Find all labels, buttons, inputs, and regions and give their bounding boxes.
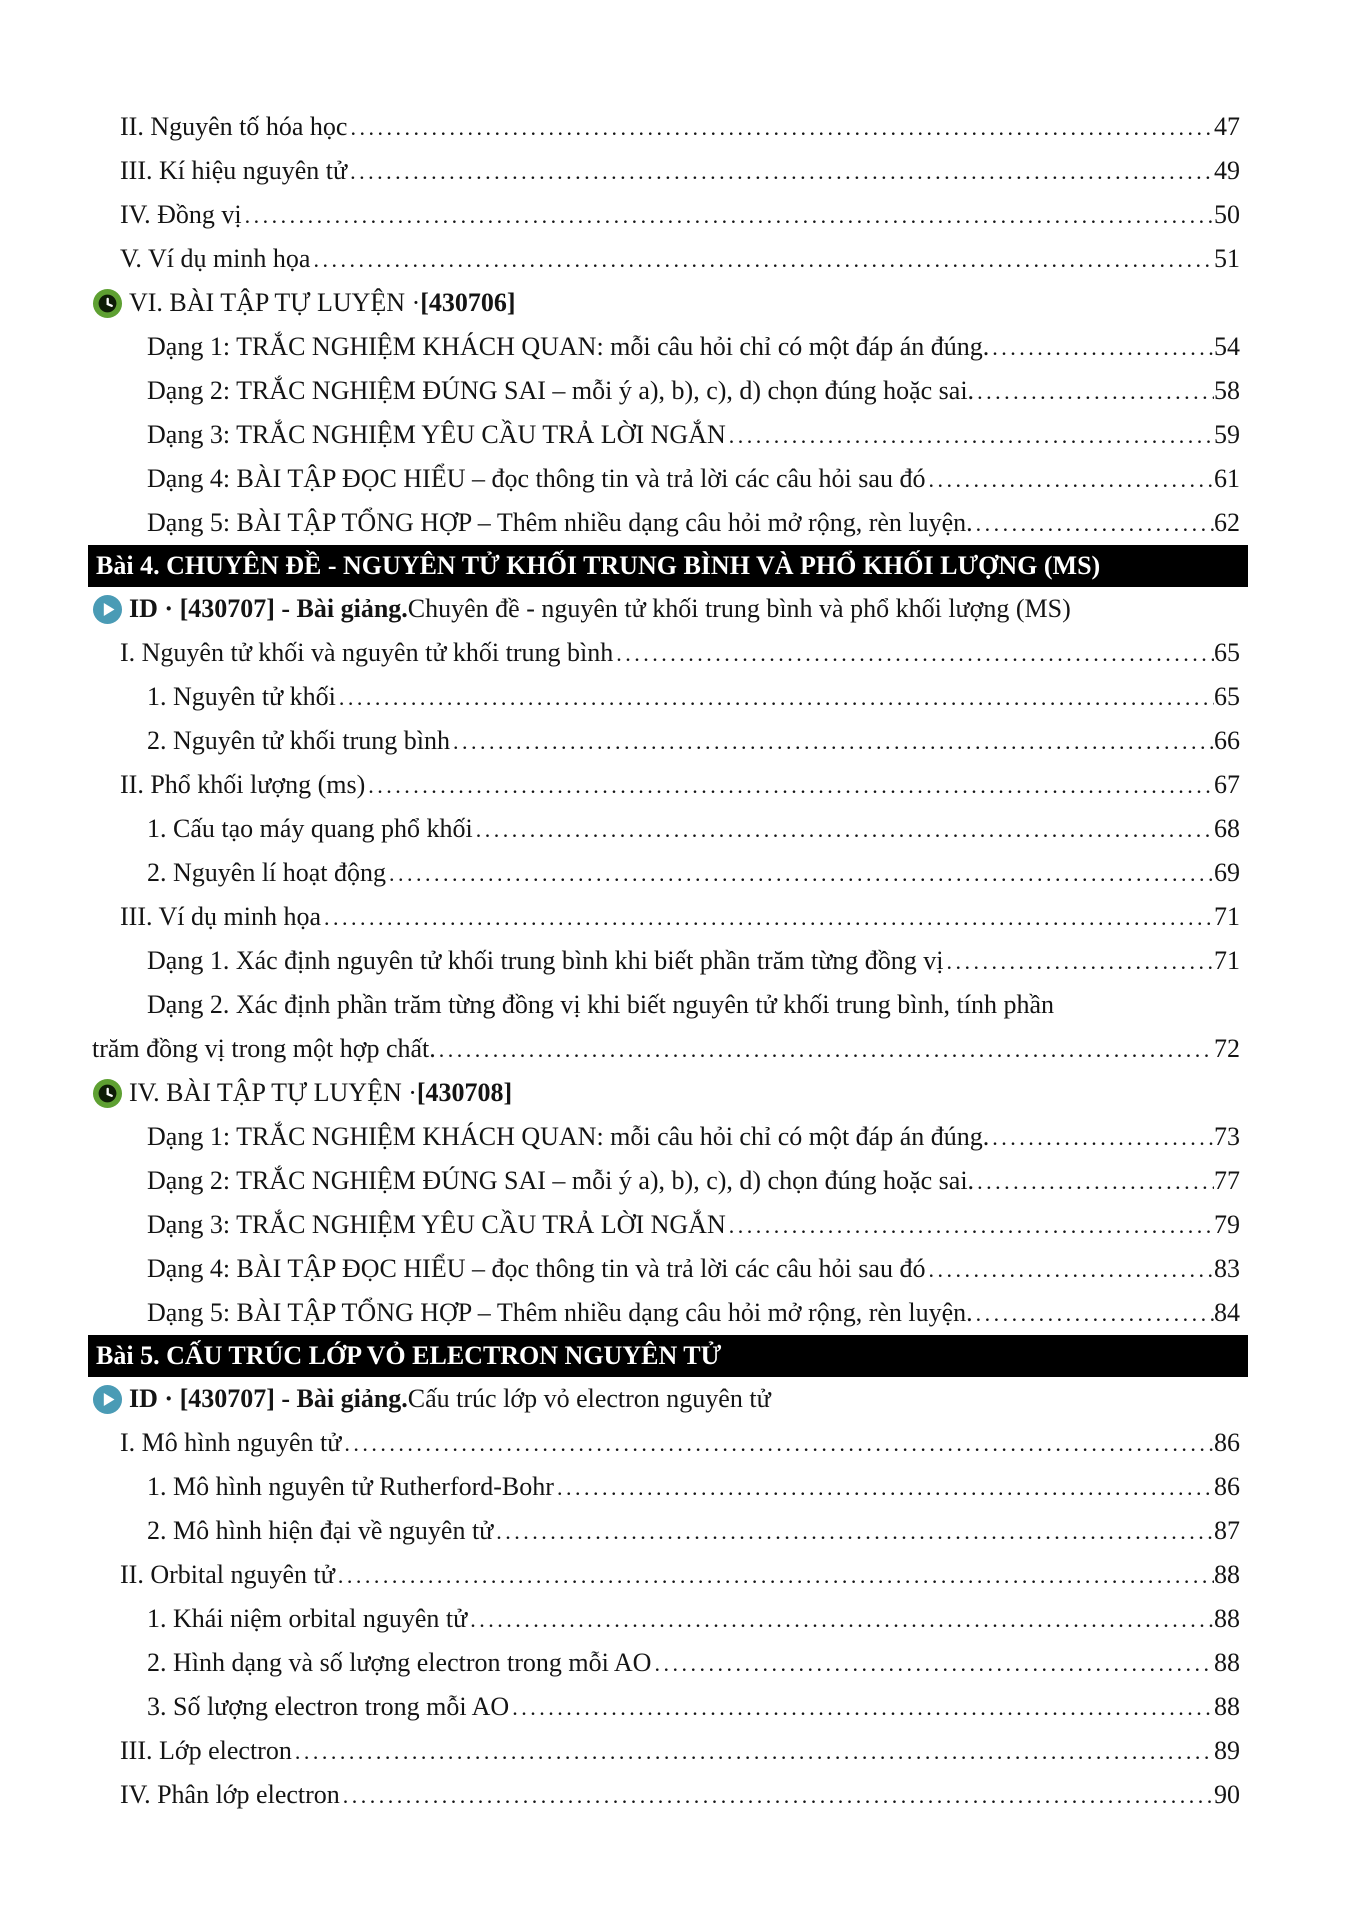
lecture-title: Cấu trúc lớp vỏ electron nguyên tử bbox=[407, 1384, 771, 1413]
toc-entry[interactable] bbox=[92, 105, 1240, 149]
entry-text: Dạng 3: TRẮC NGHIỆM YÊU CẦU TRẢ LỜI NGẮN bbox=[147, 1210, 726, 1239]
page-number: 86 bbox=[1214, 1428, 1240, 1457]
entry-id-badge: [430706] bbox=[420, 288, 516, 317]
entry-text: Dạng 1: TRẮC NGHIỆM KHÁCH QUAN: mỗi câu hỏi chỉ có một đáp án đúng. bbox=[147, 332, 990, 361]
entry-text: 1. Cấu tạo máy quang phổ khối bbox=[147, 814, 473, 843]
dot-leader bbox=[310, 238, 1214, 282]
dot-leader bbox=[726, 414, 1214, 458]
dot-leader bbox=[925, 458, 1214, 502]
entry-id-badge: [430708] bbox=[416, 1078, 513, 1107]
lecture-id-row[interactable] bbox=[92, 1377, 1240, 1421]
page-number: 73 bbox=[1214, 1122, 1240, 1151]
dot-leader bbox=[450, 720, 1214, 764]
toc-entry[interactable] bbox=[92, 895, 1240, 939]
page-number: 51 bbox=[1214, 244, 1240, 273]
toc-entry[interactable] bbox=[92, 1203, 1240, 1247]
toc-entry[interactable] bbox=[92, 1027, 1240, 1071]
toc-entry[interactable] bbox=[92, 675, 1240, 719]
entry-text: IV. Đồng vị bbox=[120, 200, 242, 229]
entry-text: V. Ví dụ minh họa bbox=[120, 244, 311, 273]
clock-icon[interactable] bbox=[92, 1078, 123, 1109]
page-number: 77 bbox=[1214, 1166, 1240, 1195]
dot-leader bbox=[473, 808, 1214, 852]
toc-entry[interactable] bbox=[92, 1729, 1240, 1773]
dot-leader bbox=[336, 676, 1214, 720]
dot-leader bbox=[436, 1028, 1214, 1072]
page-number: 65 bbox=[1214, 682, 1240, 711]
page-number: 87 bbox=[1214, 1516, 1240, 1545]
entry-text: Dạng 1: TRẮC NGHIỆM KHÁCH QUAN: mỗi câu hỏi chỉ có một đáp án đúng. bbox=[147, 1122, 990, 1151]
lecture-id-label: ID · [430707] - Bài giảng. bbox=[129, 1384, 408, 1413]
dot-leader bbox=[292, 1730, 1214, 1774]
entry-text: III. Kí hiệu nguyên tử bbox=[120, 156, 348, 185]
clock-icon[interactable] bbox=[92, 288, 123, 319]
page-number: 83 bbox=[1214, 1254, 1240, 1283]
toc-entry[interactable] bbox=[92, 501, 1240, 545]
toc-entry[interactable] bbox=[92, 1159, 1240, 1203]
toc-entry[interactable] bbox=[92, 149, 1240, 193]
section-header-bar bbox=[88, 545, 1248, 587]
page-number: 88 bbox=[1214, 1692, 1240, 1721]
dot-leader bbox=[386, 852, 1214, 896]
toc-entry[interactable] bbox=[92, 193, 1240, 237]
page-number: 72 bbox=[1214, 1034, 1240, 1063]
page-number: 71 bbox=[1214, 946, 1240, 975]
toc-entry[interactable] bbox=[92, 983, 1240, 1027]
page-number: 62 bbox=[1214, 508, 1240, 537]
page-number: 86 bbox=[1214, 1472, 1240, 1501]
toc-entry[interactable] bbox=[92, 237, 1240, 281]
dot-leader bbox=[365, 764, 1214, 808]
page-number: 71 bbox=[1214, 902, 1240, 931]
section-header-bar bbox=[88, 1335, 1248, 1377]
dot-leader bbox=[554, 1466, 1214, 1510]
toc-entry[interactable] bbox=[92, 763, 1240, 807]
page-number: 50 bbox=[1214, 200, 1240, 229]
entry-text: Dạng 2. Xác định phần trăm từng đồng vị khi biết nguyên tử khối trung bình, tính phần bbox=[147, 990, 1055, 1019]
dot-leader bbox=[335, 1554, 1214, 1598]
play-icon[interactable] bbox=[92, 594, 123, 625]
page-number: 54 bbox=[1214, 332, 1240, 361]
dot-leader bbox=[242, 194, 1214, 238]
entry-text: IV. BÀI TẬP TỰ LUYỆN · bbox=[129, 1078, 417, 1107]
toc-entry[interactable] bbox=[92, 457, 1240, 501]
entry-text: 1. Mô hình nguyên tử Rutherford-Bohr bbox=[147, 1472, 554, 1501]
dot-leader bbox=[467, 1598, 1214, 1642]
lecture-id-label: ID · [430707] - Bài giảng. bbox=[129, 594, 408, 623]
lecture-id-row[interactable] bbox=[92, 587, 1240, 631]
toc-entry[interactable] bbox=[92, 1597, 1240, 1641]
toc-entry[interactable] bbox=[92, 1115, 1240, 1159]
entry-text: Dạng 3: TRẮC NGHIỆM YÊU CẦU TRẢ LỜI NGẮN bbox=[147, 420, 726, 449]
entry-text: Dạng 4: BÀI TẬP ĐỌC HIỂU – đọc thông tin và trả lời các câu hỏi sau đó bbox=[147, 1254, 926, 1283]
toc-entry[interactable] bbox=[92, 851, 1240, 895]
dot-leader bbox=[340, 1774, 1214, 1818]
entry-text: Dạng 1. Xác định nguyên tử khối trung bình khi biết phần trăm từng đồng vị bbox=[147, 946, 944, 975]
dot-leader bbox=[989, 1116, 1214, 1160]
page-number: 84 bbox=[1214, 1298, 1240, 1327]
entry-text: Dạng 5: BÀI TẬP TỔNG HỢP – Thêm nhiều dạng câu hỏi mở rộng, rèn luyện. bbox=[147, 508, 973, 537]
dot-leader bbox=[973, 1292, 1214, 1336]
entry-text: 2. Mô hình hiện đại về nguyên tử bbox=[147, 1516, 494, 1545]
toc-entry[interactable] bbox=[92, 1247, 1240, 1291]
entry-text: 3. Số lượng electron trong mỗi AO bbox=[147, 1692, 510, 1721]
entry-text: II. Nguyên tố hóa học bbox=[120, 112, 348, 141]
entry-text: Dạng 2: TRẮC NGHIỆM ĐÚNG SAI – mỗi ý a), b), c), d) chọn đúng hoặc sai. bbox=[147, 376, 975, 405]
dot-leader bbox=[321, 896, 1214, 940]
toc-entry[interactable] bbox=[92, 1291, 1240, 1335]
page-number: 65 bbox=[1214, 638, 1240, 667]
dot-leader bbox=[509, 1686, 1214, 1730]
entry-text: 1. Nguyên tử khối bbox=[147, 682, 336, 711]
page-number: 88 bbox=[1214, 1560, 1240, 1589]
entry-text: I. Mô hình nguyên tử bbox=[120, 1428, 342, 1457]
toc-entry[interactable] bbox=[92, 631, 1240, 675]
page-number: 59 bbox=[1214, 420, 1240, 449]
page-number: 66 bbox=[1214, 726, 1240, 755]
dot-leader bbox=[493, 1510, 1214, 1554]
exercise-set-row[interactable] bbox=[92, 281, 1240, 325]
dot-leader bbox=[726, 1204, 1214, 1248]
exercise-set-row[interactable] bbox=[92, 1071, 1240, 1115]
entry-text: II. Orbital nguyên tử bbox=[120, 1560, 335, 1589]
dot-leader bbox=[347, 106, 1214, 150]
toc-entry[interactable] bbox=[92, 413, 1240, 457]
section-header-title: Bài 4. CHUYÊN ĐỀ - NGUYÊN TỬ KHỐI TRUNG BÌNH VÀ PHỔ KHỐI LƯỢNG (MS) bbox=[96, 551, 1101, 580]
toc-entry[interactable] bbox=[92, 939, 1240, 983]
entry-text: Dạng 2: TRẮC NGHIỆM ĐÚNG SAI – mỗi ý a), b), c), d) chọn đúng hoặc sai. bbox=[147, 1166, 975, 1195]
toc-entry[interactable] bbox=[92, 369, 1240, 413]
dot-leader bbox=[989, 326, 1214, 370]
play-icon[interactable] bbox=[92, 1384, 123, 1415]
toc-entry[interactable] bbox=[92, 1553, 1240, 1597]
dot-leader bbox=[944, 940, 1214, 984]
table-of-contents bbox=[92, 105, 1240, 1817]
entry-text: I. Nguyên tử khối và nguyên tử khối trung bình bbox=[120, 638, 614, 667]
page-number: 69 bbox=[1214, 858, 1240, 887]
entry-text: 2. Nguyên lí hoạt động bbox=[147, 858, 387, 887]
page-number: 61 bbox=[1214, 464, 1240, 493]
toc-entry[interactable] bbox=[92, 325, 1240, 369]
toc-entry[interactable] bbox=[92, 719, 1240, 763]
section-header-title: Bài 5. CẤU TRÚC LỚP VỎ ELECTRON NGUYÊN TỬ bbox=[96, 1341, 722, 1370]
toc-entry[interactable] bbox=[92, 1773, 1240, 1817]
page-number: 88 bbox=[1214, 1648, 1240, 1677]
entry-text: 2. Hình dạng và số lượng electron trong mỗi AO bbox=[147, 1648, 652, 1677]
toc-entry[interactable] bbox=[92, 1641, 1240, 1685]
page-number: 90 bbox=[1214, 1780, 1240, 1809]
page-number: 89 bbox=[1214, 1736, 1240, 1765]
page-number: 58 bbox=[1214, 376, 1240, 405]
entry-text: 1. Khái niệm orbital nguyên tử bbox=[147, 1604, 468, 1633]
entry-text: VI. BÀI TẬP TỰ LUYỆN · bbox=[129, 288, 421, 317]
toc-entry[interactable] bbox=[92, 1465, 1240, 1509]
dot-leader bbox=[651, 1642, 1214, 1686]
entry-text: Dạng 5: BÀI TẬP TỔNG HỢP – Thêm nhiều dạng câu hỏi mở rộng, rèn luyện. bbox=[147, 1298, 973, 1327]
entry-text: III. Lớp electron bbox=[120, 1736, 292, 1765]
entry-text: IV. Phân lớp electron bbox=[120, 1780, 340, 1809]
entry-text: trăm đồng vị trong một hợp chất. bbox=[92, 1034, 436, 1063]
dot-leader bbox=[347, 150, 1214, 194]
page-number: 67 bbox=[1214, 770, 1240, 799]
entry-text: 2. Nguyên tử khối trung bình bbox=[147, 726, 450, 755]
dot-leader bbox=[974, 370, 1214, 414]
dot-leader bbox=[925, 1248, 1214, 1292]
toc-entry[interactable] bbox=[92, 1509, 1240, 1553]
dot-leader bbox=[613, 632, 1214, 676]
toc-entry[interactable] bbox=[92, 1421, 1240, 1465]
entry-text: II. Phổ khối lượng (ms) bbox=[120, 770, 366, 799]
dot-leader bbox=[341, 1422, 1214, 1466]
dot-leader bbox=[974, 1160, 1214, 1204]
page-number: 79 bbox=[1214, 1210, 1240, 1239]
toc-entry[interactable] bbox=[92, 807, 1240, 851]
lecture-title: Chuyên đề - nguyên tử khối trung bình và phổ khối lượng (MS) bbox=[407, 594, 1071, 623]
page-number: 88 bbox=[1214, 1604, 1240, 1633]
entry-text: Dạng 4: BÀI TẬP ĐỌC HIỂU – đọc thông tin và trả lời các câu hỏi sau đó bbox=[147, 464, 926, 493]
page-number: 68 bbox=[1214, 814, 1240, 843]
page-number: 47 bbox=[1214, 112, 1240, 141]
page-number: 49 bbox=[1214, 156, 1240, 185]
toc-entry[interactable] bbox=[92, 1685, 1240, 1729]
entry-text: III. Ví dụ minh họa bbox=[120, 902, 321, 931]
dot-leader bbox=[973, 502, 1214, 546]
